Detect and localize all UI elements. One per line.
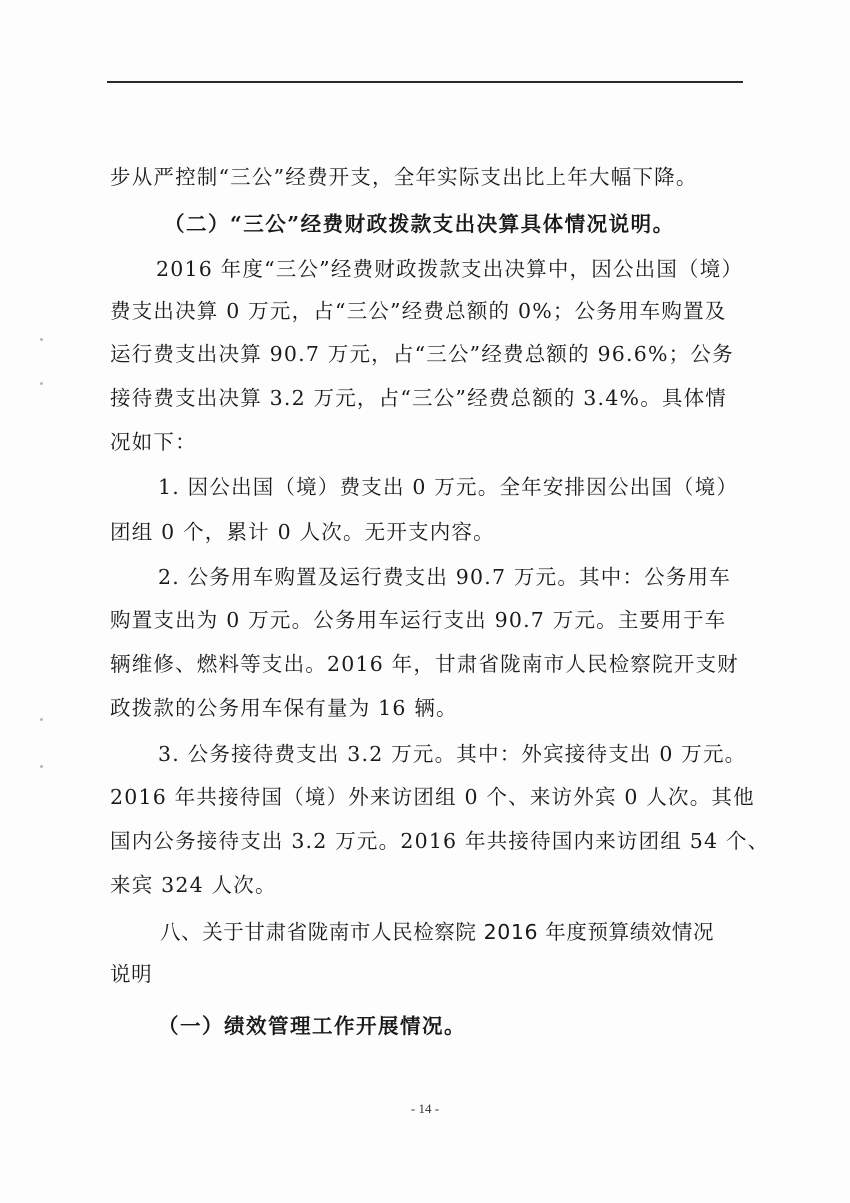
chapter-heading: 八、关于甘肃省陇南市人民检察院 2016 年度预算绩效情况 (160, 920, 715, 944)
list-item-line: 2. 公务用车购置及运行费支出 90.7 万元。其中：公务用车 (158, 565, 731, 589)
body-line: 2016 年度“三公”经费财政拨款支出决算中，因公出国（境） (156, 257, 744, 281)
body-line: 购置支出为 0 万元。公务用车运行支出 90.7 万元。主要用于车 (110, 608, 727, 632)
body-line: 政拨款的公务用车保有量为 16 辆。 (110, 696, 458, 720)
chapter-heading: 说明 (110, 962, 153, 986)
list-item-line: 3. 公务接待费支出 3.2 万元。其中：外宾接待支出 0 万元。 (158, 742, 747, 766)
section-heading: （一）绩效管理工作开展情况。 (158, 1014, 466, 1038)
body-line: 2016 年共接待国（境）外来访团组 0 个、来访外宾 0 人次。其他 (110, 785, 755, 809)
scan-mark (40, 718, 43, 721)
page-number: - 14 - (410, 1101, 440, 1116)
scan-mark (40, 382, 43, 385)
scan-mark (40, 338, 43, 341)
body-line: 接待费支出决算 3.2 万元，占“三公”经费总额的 3.4%。具体情 (110, 386, 727, 410)
scan-mark (40, 765, 43, 768)
body-line: 费支出决算 0 万元，占“三公”经费总额的 0%；公务用车购置及 (110, 299, 727, 323)
header-rule (107, 81, 743, 83)
list-item-line: 1. 因公出国（境）费支出 0 万元。全年安排因公出国（境） (158, 475, 739, 499)
body-line: 辆维修、燃料等支出。2016 年，甘肃省陇南市人民检察院开支财 (110, 652, 739, 676)
body-line: 运行费支出决算 90.7 万元，占“三公”经费总额的 96.6%；公务 (110, 342, 734, 366)
body-line: 团组 0 个，累计 0 人次。无开支内容。 (110, 520, 495, 544)
section-heading: （二）“三公”经费财政拨款支出决算具体情况说明。 (164, 212, 675, 236)
body-line: 国内公务接待支出 3.2 万元。2016 年共接待国内来访团组 54 个、 (110, 829, 770, 853)
body-line: 步从严控制“三公”经费开支，全年实际支出比上年大幅下降。 (110, 165, 698, 189)
body-line: 来宾 324 人次。 (110, 873, 277, 897)
body-line: 况如下： (110, 430, 197, 454)
